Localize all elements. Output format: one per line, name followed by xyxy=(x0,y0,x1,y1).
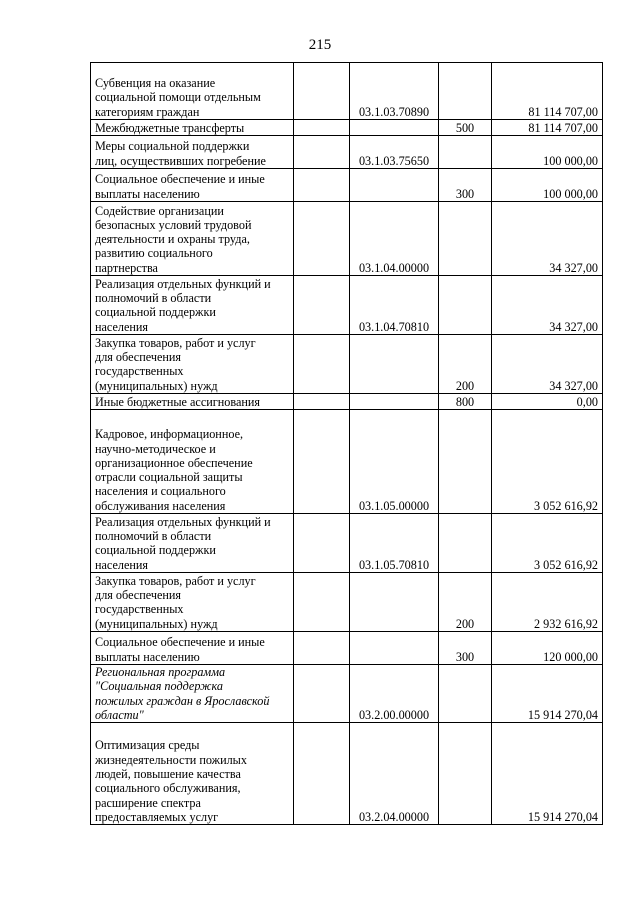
table-row xyxy=(91,169,603,202)
table-row xyxy=(91,410,603,514)
row-amount: 34 327,00 xyxy=(492,276,603,335)
row-target-code: 03.2.04.00000 xyxy=(350,723,439,825)
row-expense-type: 300 xyxy=(439,632,492,665)
table-row xyxy=(91,136,603,169)
row-name: Социальное обеспечение и иные выплаты населению xyxy=(95,635,265,664)
row-name-cell xyxy=(91,632,294,665)
row-blank-cell xyxy=(294,120,350,136)
row-name: Межбюджетные трансферты xyxy=(95,120,245,135)
row-name-cell xyxy=(91,573,294,632)
row-target-code: 03.1.03.75650 xyxy=(350,136,439,169)
row-blank-cell xyxy=(294,514,350,573)
row-name-cell xyxy=(91,394,294,410)
row-expense-type xyxy=(439,723,492,825)
row-amount: 15 914 270,04 xyxy=(492,723,603,825)
row-amount: 3 052 616,92 xyxy=(492,514,603,573)
row-name-cell xyxy=(91,136,294,169)
row-blank-cell xyxy=(294,276,350,335)
row-blank-cell xyxy=(294,665,350,723)
row-name: Субвенция на оказание социальной помощи отдельным категориям граждан xyxy=(95,76,261,119)
row-name-cell xyxy=(91,514,294,573)
table-row xyxy=(91,120,603,136)
row-expense-type: 800 xyxy=(439,394,492,410)
row-expense-type xyxy=(439,202,492,276)
row-name-cell xyxy=(91,63,294,120)
row-blank-cell xyxy=(294,136,350,169)
table-row xyxy=(91,632,603,665)
table-row xyxy=(91,202,603,276)
row-expense-type xyxy=(439,276,492,335)
row-amount: 100 000,00 xyxy=(492,169,603,202)
row-target-code: 03.2.00.00000 xyxy=(350,665,439,723)
table-row xyxy=(91,276,603,335)
row-expense-type: 200 xyxy=(439,573,492,632)
table-row xyxy=(91,665,603,723)
row-target-code: 03.1.04.70810 xyxy=(350,276,439,335)
row-blank-cell xyxy=(294,632,350,665)
row-name-cell xyxy=(91,335,294,394)
table-row xyxy=(91,394,603,410)
row-blank-cell xyxy=(294,723,350,825)
row-name-cell xyxy=(91,723,294,825)
row-blank-cell xyxy=(294,202,350,276)
row-name-cell xyxy=(91,276,294,335)
row-blank-cell xyxy=(294,63,350,120)
page-number: 215 xyxy=(308,37,332,53)
row-name: Закупка товаров, работ и услуг для обеспечения государственных (муниципальных) нужд xyxy=(95,335,256,393)
row-name: Реализация отдельных функций и полномочий в области социальной поддержки населения xyxy=(95,276,271,334)
row-amount: 15 914 270,04 xyxy=(492,665,603,723)
table-row xyxy=(91,573,603,632)
row-name: Реализация отдельных функций и полномочий в области социальной поддержки населения xyxy=(95,514,271,572)
row-amount: 2 932 616,92 xyxy=(492,573,603,632)
table-row xyxy=(91,63,603,120)
row-name-cell xyxy=(91,410,294,514)
row-expense-type xyxy=(439,136,492,169)
row-target-code xyxy=(350,394,439,410)
row-expense-type: 500 xyxy=(439,120,492,136)
row-amount: 34 327,00 xyxy=(492,335,603,394)
row-amount: 3 052 616,92 xyxy=(492,410,603,514)
row-expense-type xyxy=(439,410,492,514)
row-expense-type: 200 xyxy=(439,335,492,394)
row-expense-type xyxy=(439,63,492,120)
row-blank-cell xyxy=(294,573,350,632)
row-expense-type: 300 xyxy=(439,169,492,202)
row-amount: 34 327,00 xyxy=(492,202,603,276)
row-name: Оптимизация среды жизнедеятельности пожилых людей, повышение качества социального обслуживания, расширение спектра предоставляемых услуг xyxy=(95,738,247,824)
row-name: Региональная программа "Социальная поддержка пожилых граждан в Ярославской области" xyxy=(95,665,270,722)
row-name: Меры социальной поддержки лиц, осуществивших погребение xyxy=(95,139,266,168)
row-name-cell xyxy=(91,202,294,276)
row-name: Кадровое, информационное, научно-методическое и организационное обеспечение отрасли социальной защиты населения и социального обслуживания населения xyxy=(95,427,253,513)
row-name-cell xyxy=(91,665,294,723)
row-expense-type xyxy=(439,514,492,573)
budget-table xyxy=(90,62,603,825)
row-expense-type xyxy=(439,665,492,723)
row-target-code xyxy=(350,169,439,202)
row-amount: 100 000,00 xyxy=(492,136,603,169)
table-row xyxy=(91,335,603,394)
row-target-code: 03.1.05.00000 xyxy=(350,410,439,514)
row-amount: 81 114 707,00 xyxy=(492,63,603,120)
row-target-code xyxy=(350,120,439,136)
row-name: Закупка товаров, работ и услуг для обеспечения государственных (муниципальных) нужд xyxy=(95,573,256,631)
row-amount: 0,00 xyxy=(492,394,603,410)
table-row xyxy=(91,514,603,573)
row-target-code: 03.1.04.00000 xyxy=(350,202,439,276)
row-name-cell xyxy=(91,169,294,202)
row-blank-cell xyxy=(294,394,350,410)
row-name: Содействие организации безопасных условий трудовой деятельности и охраны труда, развитию социального партнерства xyxy=(95,203,252,275)
row-target-code: 03.1.05.70810 xyxy=(350,514,439,573)
row-name: Иные бюджетные ассигнования xyxy=(95,394,261,409)
row-target-code xyxy=(350,335,439,394)
budget-table-body xyxy=(91,63,603,825)
table-row xyxy=(91,723,603,825)
row-target-code xyxy=(350,573,439,632)
row-blank-cell xyxy=(294,335,350,394)
row-name-cell xyxy=(91,120,294,136)
row-target-code: 03.1.03.70890 xyxy=(350,63,439,120)
row-blank-cell xyxy=(294,169,350,202)
row-name: Социальное обеспечение и иные выплаты населению xyxy=(95,172,265,201)
row-target-code xyxy=(350,632,439,665)
row-amount: 120 000,00 xyxy=(492,632,603,665)
row-amount: 81 114 707,00 xyxy=(492,120,603,136)
row-blank-cell xyxy=(294,410,350,514)
